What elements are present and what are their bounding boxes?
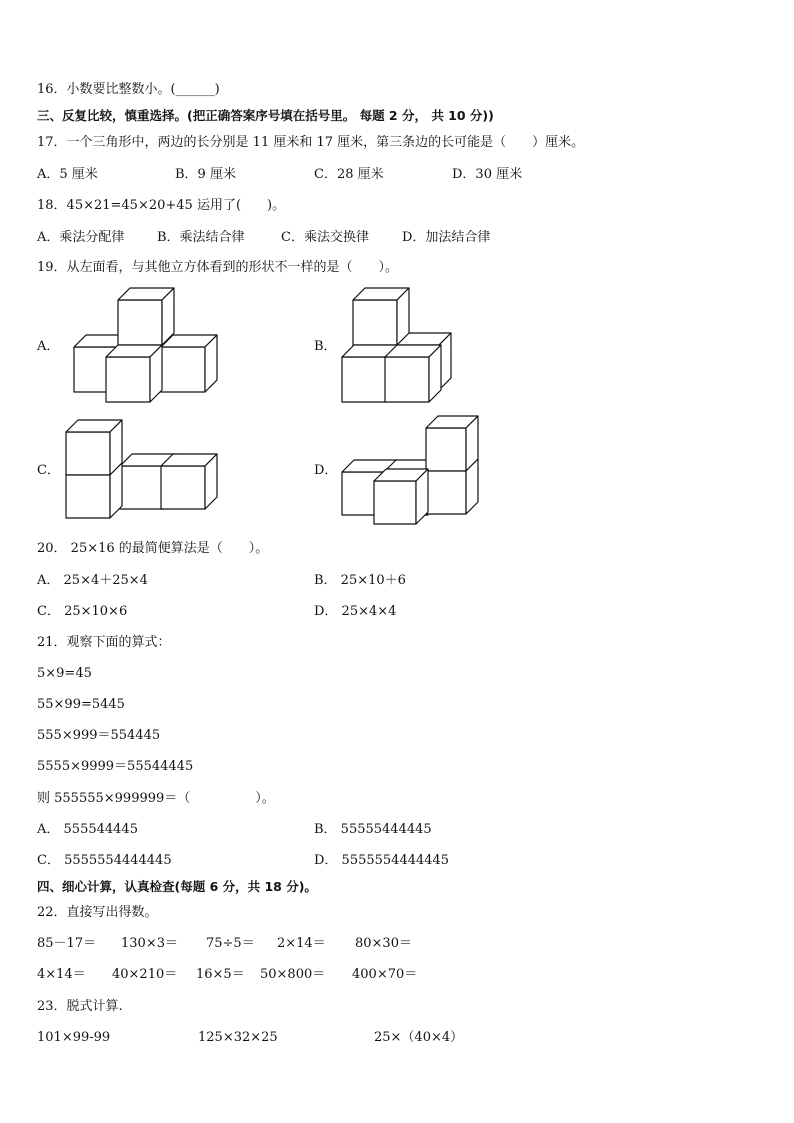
q20-option-d: D． 25×4×4 bbox=[314, 604, 397, 619]
q21-equation-4: 5555×9999＝55544445 bbox=[37, 759, 194, 774]
section-4-title: 四、细心计算，认真检查(每题 6 分，共 18 分)。 bbox=[37, 879, 317, 894]
q17-option-a: A．5 厘米 bbox=[37, 167, 98, 182]
section-3-title: 三、反复比较，慎重选择。(把正确答案序号填在括号里。 每题 2 分， 共 10 分)) bbox=[37, 108, 494, 123]
q19-label-a: A． bbox=[37, 339, 60, 354]
q17-option-d: D．30 厘米 bbox=[452, 167, 523, 182]
q22-row1-item-5: 80×30＝ bbox=[355, 936, 412, 951]
q22-row2-item-4: 50×800＝ bbox=[260, 967, 326, 982]
q22-row1-item-1: 85－17＝ bbox=[37, 936, 97, 951]
q20-option-a: A． 25×4＋25×4 bbox=[37, 573, 148, 588]
q22-row2-item-3: 16×5＝ bbox=[196, 967, 245, 982]
question-21-stem: 21．观察下面的算式： bbox=[37, 635, 171, 650]
q23-item-3: 25×（40×4） bbox=[374, 1030, 464, 1045]
q19-cube-figure-d bbox=[335, 413, 485, 528]
q22-row2-item-5: 400×70＝ bbox=[352, 967, 418, 982]
q20-option-b: B． 25×10＋6 bbox=[314, 573, 406, 588]
q20-option-c: C． 25×10×6 bbox=[37, 604, 128, 619]
q22-row2-item-2: 40×210＝ bbox=[112, 967, 178, 982]
question-16: 16．小数要比整数小。(______) bbox=[37, 82, 220, 97]
question-23-stem: 23．脱式计算. bbox=[37, 999, 123, 1014]
question-19-stem: 19．从左面看，与其他立方体看到的形状不一样的是（ ）。 bbox=[37, 260, 399, 275]
q23-item-2: 125×32×25 bbox=[198, 1030, 278, 1045]
q19-label-b: B． bbox=[314, 339, 337, 354]
q19-cube-figure-b bbox=[335, 283, 460, 408]
q23-item-1: 101×99-99 bbox=[37, 1030, 111, 1045]
question-20-stem: 20． 25×16 的最简便算法是（ ）。 bbox=[37, 541, 269, 556]
q21-option-d: D． 5555554444445 bbox=[314, 853, 450, 868]
q22-row1-item-3: 75÷5＝ bbox=[206, 936, 255, 951]
q22-row1-item-4: 2×14＝ bbox=[277, 936, 326, 951]
q21-option-b: B． 55555444445 bbox=[314, 822, 432, 837]
q18-option-b: B．乘法结合律 bbox=[157, 230, 245, 245]
q21-equation-2: 55×99=5445 bbox=[37, 697, 125, 712]
q18-option-c: C．乘法交换律 bbox=[281, 230, 369, 245]
q21-equation-1: 5×9=45 bbox=[37, 666, 92, 681]
q18-option-a: A．乘法分配律 bbox=[37, 230, 125, 245]
question-18-stem: 18．45×21=45×20+45 运用了( )。 bbox=[37, 198, 286, 213]
q19-label-d: D． bbox=[314, 463, 338, 478]
question-22-stem: 22．直接写出得数。 bbox=[37, 905, 158, 920]
q21-question: 则 555555×999999＝（ ）。 bbox=[37, 791, 275, 806]
q21-option-a: A． 555544445 bbox=[37, 822, 138, 837]
q18-option-d: D．加法结合律 bbox=[402, 230, 491, 245]
q19-cube-figure-c bbox=[60, 415, 225, 525]
q17-option-c: C．28 厘米 bbox=[314, 167, 384, 182]
q22-row2-item-1: 4×14＝ bbox=[37, 967, 86, 982]
question-17-stem: 17．一个三角形中，两边的长分别是 11 厘米和 17 厘米，第三条边的长可能是（ ）厘米。 bbox=[37, 135, 585, 150]
q21-option-c: C． 5555554444445 bbox=[37, 853, 172, 868]
q19-label-c: C． bbox=[37, 463, 60, 478]
q19-cube-figure-a bbox=[60, 285, 230, 410]
q21-equation-3: 555×999＝554445 bbox=[37, 728, 161, 743]
q22-row1-item-2: 130×3＝ bbox=[121, 936, 178, 951]
q17-option-b: B．9 厘米 bbox=[175, 167, 236, 182]
